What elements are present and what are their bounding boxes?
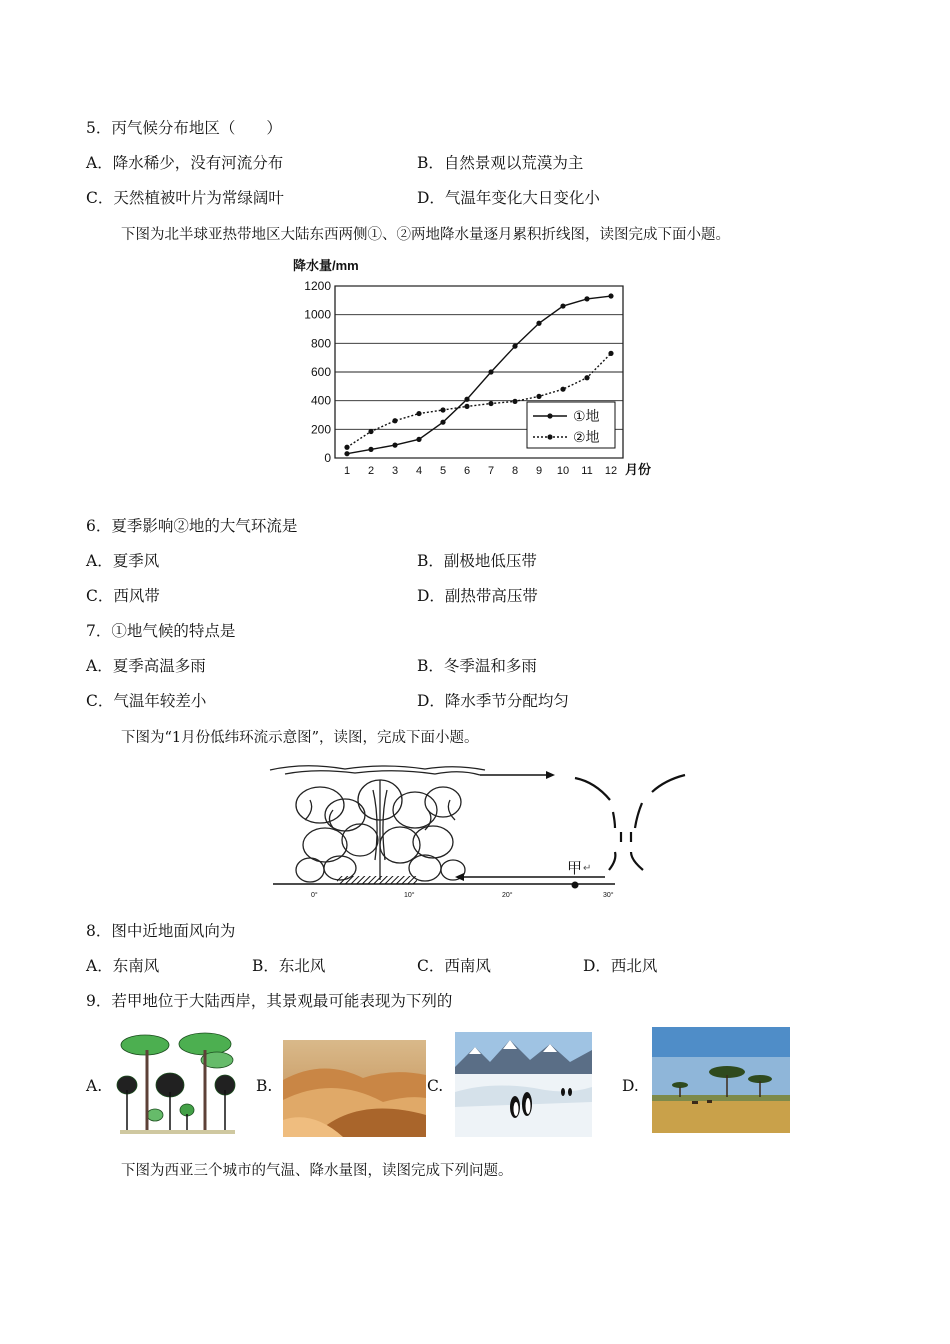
y-tick-label: 1000 [304,307,331,322]
x-tick-label: 2 [367,465,375,477]
x-tick-label: 11 [581,465,593,477]
data-point-s1-m6 [464,397,469,402]
data-point-s1-m10 [560,303,565,308]
circulation-diagram [265,760,695,905]
x-tick-label: 1 [343,465,351,477]
point-jia [572,882,579,889]
q5-stem: 5．丙气候分布地区（ ） [86,119,282,137]
rain-zone-hatch [337,876,417,884]
legend-marker-2 [547,434,552,439]
intro-precip-chart: 下图为北半球亚热带地区大陆东西两侧①、②两地降水量逐月累积折线图，读图完成下面小题。 [121,227,730,243]
q9-option-d[interactable]: D. [622,1077,639,1095]
q5-option-b[interactable]: B．自然景观以荒漠为主 [417,154,584,172]
data-point-s2-m4 [416,411,421,416]
y-axis-label: 降水量/mm [293,258,359,273]
data-point-s2-m12 [608,351,613,356]
data-point-s1-m9 [536,321,541,326]
q9-option-a[interactable]: A. [86,1077,103,1095]
y-tick-label: 800 [310,336,331,351]
point-label-jia: 甲 [567,860,583,877]
data-point-s2-m2 [368,429,373,434]
q8-option-b[interactable]: B．东北风 [252,957,326,975]
q5-option-c[interactable]: C．天然植被叶片为常绿阔叶 [86,189,284,207]
lat-label-20: 20° [502,892,513,899]
upper-arrow [480,771,555,779]
y-tick-label: 0 [324,451,331,465]
q6-option-c[interactable]: C．西风带 [86,587,160,605]
q7-option-d[interactable]: D．降水季节分配均匀 [417,692,569,710]
y-tick-label: 600 [310,365,331,379]
q6-option-b[interactable]: B．副极地低压带 [417,552,537,570]
data-point-s1-m11 [584,296,589,301]
data-point-s1-m2 [368,447,373,452]
lat-label-10: 10° [404,892,415,899]
legend-box [527,402,615,448]
q5-option-d[interactable]: D．气温年变化大日变化小 [417,189,600,207]
rainforest-image[interactable] [115,1030,240,1136]
data-point-s1-m1 [344,451,349,456]
q8-option-a[interactable]: A．东南风 [86,957,160,975]
lat-label-0: 0° [311,892,318,899]
data-point-s2-m9 [536,394,541,399]
y-tick-label: 400 [310,393,331,408]
x-axis-label: 月份 [625,462,652,477]
q8-stem: 8．图中近地面风向为 [86,922,236,940]
x-tick-label: 3 [391,465,399,477]
data-point-s1-m8 [512,344,517,349]
q6-option-a[interactable]: A．夏季风 [86,552,160,570]
intro-circulation: 下图为“1月份低纬环流示意图”，读图，完成下面小题。 [121,730,479,746]
q9-option-c[interactable]: C. [427,1077,444,1095]
q7-stem: 7．①地气候的特点是 [86,622,236,640]
y-tick-label: 1200 [304,279,331,293]
data-point-s2-m10 [560,387,565,392]
x-tick-label: 10 [556,465,570,477]
data-point-s2-m11 [584,375,589,380]
q7-option-c[interactable]: C．气温年较差小 [86,692,207,710]
polar-image[interactable] [455,1032,592,1137]
convection-cloud [270,766,485,882]
precip-chart [285,252,665,484]
data-point-s2-m7 [488,401,493,406]
y-tick-label: 200 [310,422,331,437]
lat-label-30: 30° [603,892,614,899]
desert-image[interactable] [283,1040,426,1137]
legend-label-2: ②地 [573,429,600,445]
x-tick-label: 9 [535,465,543,477]
data-point-s1-m12 [608,293,613,298]
q7-option-b[interactable]: B．冬季温和多雨 [417,657,537,675]
q8-option-d[interactable]: D．西北风 [583,957,658,975]
data-point-s2-m6 [464,404,469,409]
q7-option-a[interactable]: A．夏季高温多雨 [86,657,206,675]
data-point-s2-m3 [392,418,397,423]
legend-label-1: ①地 [573,408,600,424]
q6-stem: 6．夏季影响②地的大气环流是 [86,517,298,535]
legend-marker-1 [547,413,552,418]
surface-arrow [455,873,605,881]
data-point-s1-m7 [488,369,493,374]
q6-option-d[interactable]: D．副热带高压带 [417,587,538,605]
intro-west-asia: 下图为西亚三个城市的气温、降水量图，读图完成下列问题。 [121,1163,513,1179]
q9-option-b[interactable]: B. [256,1077,273,1095]
data-point-s1-m4 [416,437,421,442]
descending-air [575,775,685,870]
x-tick-label: 12 [604,465,618,477]
data-point-s2-m5 [440,407,445,412]
data-point-s1-m5 [440,420,445,425]
savanna-image[interactable] [652,1027,790,1133]
data-point-s2-m8 [512,399,517,404]
q8-option-c[interactable]: C．西南风 [417,957,491,975]
q9-stem: 9．若甲地位于大陆西岸，其景观最可能表现为下列的 [86,992,453,1010]
q5-option-a[interactable]: A．降水稀少，没有河流分布 [86,154,284,172]
x-tick-label: 8 [511,465,519,477]
data-point-s2-m1 [344,445,349,450]
x-tick-label: 4 [415,465,423,477]
x-tick-label: 7 [487,465,495,477]
data-point-s1-m3 [392,443,397,448]
x-tick-label: 5 [439,465,447,477]
return-mark: ↵ [583,863,592,874]
x-tick-label: 6 [463,465,471,477]
